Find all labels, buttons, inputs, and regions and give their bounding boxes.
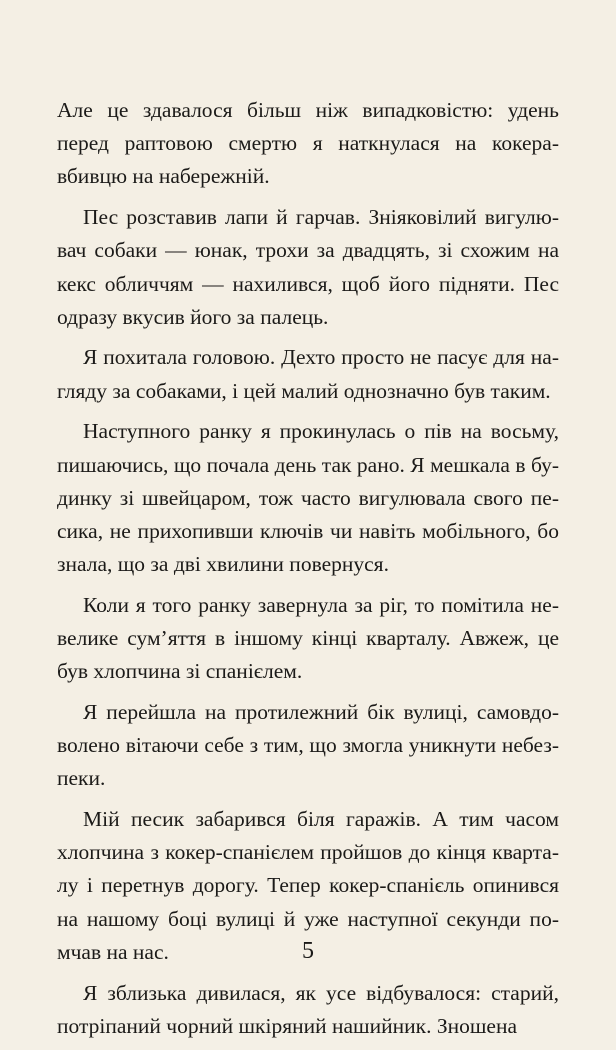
body-text <box>57 94 559 1050</box>
paragraph-5: Коли я того ранку завернула за ріг, то помітила невелике сум’яття в іншому кінці кварталу. Авжеж, це був хлопчина зі спанієлем. <box>57 592 559 684</box>
paragraph-7: Мій песик забарився біля гаражів. А тим часом хлопчина з кокер-спанієлем пройшов до кінця кварталу і перетнув дорогу. Тепер кокер-спанієль опинився на нашому боці вулиці й уже наступної секунди помчав на нас. <box>57 807 559 964</box>
paragraph-8: Я зблизька дивилася, як усе відбувалося: старий, потріпаний чорний шкіряний нашийник. Зношена <box>57 980 559 1038</box>
paragraph-4: Наступного ранку я прокинулась о пів на восьму, пишаючись, що почала день так рано. Я мешкала в будинку зі швейцаром, тож часто вигулювала свого песика, не прихопивши ключів чи навіть мобільного, бо знала, що за дві хвилини повернуся. <box>57 419 559 577</box>
page-number: 5 <box>302 938 314 964</box>
paragraph-1: Але це здавалося більш ніж випадковістю: удень перед раптовою смертю я наткнулася на кокера-вбивцю на набережній. <box>57 98 559 189</box>
paragraph-2: Пес розставив лапи й гарчав. Зніяковілий вигулювач собаки — юнак, трохи за двадцять, зі схожим на кекс обличчям — нахилився, щоб його підняти. Пес одразу вкусив його за палець. <box>57 205 559 329</box>
paragraph-6: Я перейшла на протилежний бік вулиці, самовдоволено вітаючи себе з тим, що змогла уникнути небезпеки. <box>57 699 559 791</box>
paragraph-3: Я похитала головою. Дехто просто не пасує для нагляду за собаками, і цей малий однозначно був таким. <box>57 345 559 403</box>
